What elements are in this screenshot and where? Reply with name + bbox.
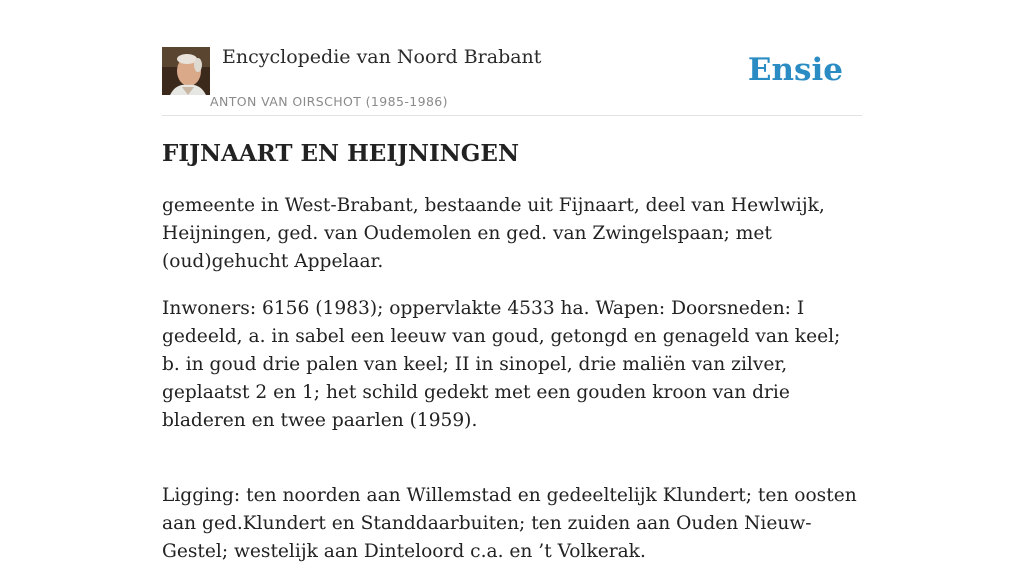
- paragraph-spacer: [162, 454, 862, 482]
- article-header: [162, 40, 862, 116]
- paragraph-inwoners: Inwoners: 6156 (1983); oppervlakte 4533 ha. Wapen: Doorsneden: I gedeeld, a. in sabel een leeuw van goud, getongd en genageld van keel; b. in goud drie palen van keel; II in sinopel, drie maliën van zilver, geplaatst 2 en 1; het schild gedekt met een gouden kroon van drie bladeren en twee paarlen (1959).: [162, 298, 841, 431]
- paragraph-ligging: Ligging: ten noorden aan Willemstad en gedeeltelijk Klundert; ten oosten aan ged.Klundert en Standdaarbuiten; ten zuiden aan Ouden Nieuw-Gestel; westelijk aan Dinteloord c.a. en ’t Volkerak.: [162, 485, 857, 562]
- paragraph-intro: gemeente in West-Brabant, bestaande uit Fijnaart, deel van Hewlwijk, Heijningen, ged. van Oudemolen en ged. van Zwingelspaan; met (oud)gehucht Appelaar.: [162, 195, 825, 272]
- author-avatar[interactable]: [162, 47, 210, 95]
- article-body: [162, 192, 862, 585]
- source-title[interactable]: Encyclopedie van Noord Brabant: [222, 46, 542, 68]
- author-name[interactable]: ANTON VAN OIRSCHOT (1985-1986): [210, 94, 448, 109]
- article-title: FIJNAART EN HEIJNINGEN: [162, 140, 519, 167]
- ensie-logo[interactable]: Ensie: [747, 52, 843, 88]
